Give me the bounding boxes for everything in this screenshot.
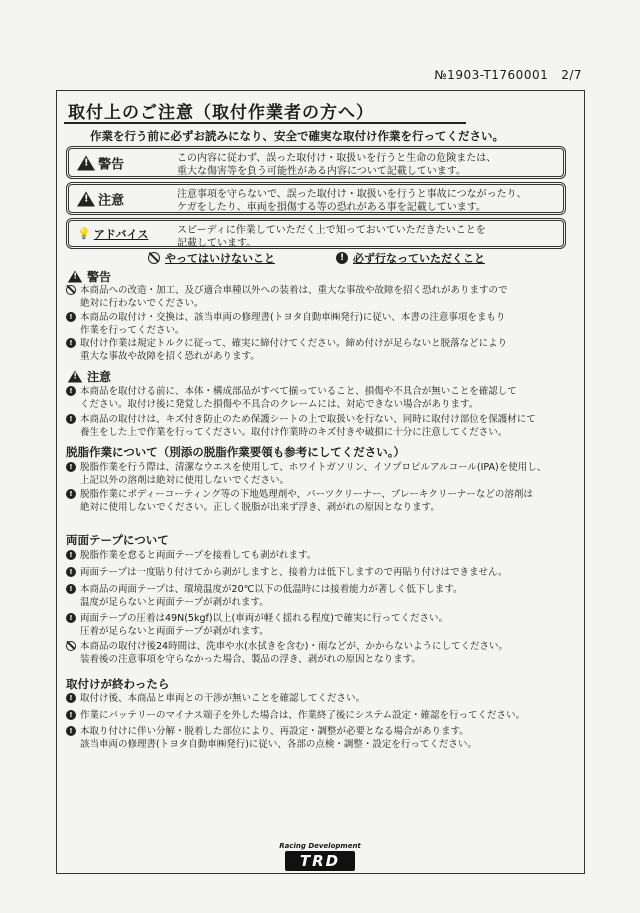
- document-number: №1903-T1760001 2/7: [434, 68, 582, 82]
- logo-wordmark: TRD: [285, 851, 355, 871]
- mandatory-icon: !: [66, 414, 76, 424]
- mandatory-icon: !: [66, 489, 76, 499]
- advice-description: スピーディに作業していただく上で知っておいていただきたいことを 記載しています。: [177, 225, 486, 249]
- caution-definition-box: [66, 182, 566, 215]
- list-item: ! 本商品の取付け・交換は、該当車両の修理書(トヨタ自動車㈱発行)に従い、本書の注意事項をまもり 作業を行ってください。: [66, 311, 505, 337]
- title-underline: [64, 122, 466, 124]
- prohibited-icon: [66, 285, 76, 295]
- list-item: ! 両面テープは一度貼り付けてから剥がしますと、接着力は低下しますので再貼り付けはできません。: [66, 566, 508, 579]
- mandatory-icon: !: [66, 693, 76, 703]
- list-item: ! 取付け作業は規定トルクに従って、確実に締付けてください。締め付けが足らないと脱落などにより 重大な事故や故障を招く恐れがあります。: [66, 337, 507, 363]
- warning-section-heading: ! 警告: [66, 268, 111, 285]
- list-item: ! 本取り付けに伴い分解・脱着した部位により、再設定・調整が必要となる場合があります。 該当車両の修理書(トヨタ自動車㈱発行)に従い、各部の点検・調整・設定を行ってください。: [66, 725, 477, 751]
- mandatory-icon: !: [66, 584, 76, 594]
- mandatory-icon: !: [66, 710, 76, 720]
- list-item: ! 脱脂作業にボディーコーティング等の下地処理剤や、パーツクリーナー、ブレーキクリーナーなどの溶剤は 絶対に使用しないでください。正しく脱脂が出来ず浮き、剥がれの原因となります。: [66, 488, 533, 514]
- prohibited-icon: [148, 252, 160, 264]
- intro-text: 作業を行う前に必ずお読みになり、安全で確実な取付け作業を行ってください。: [90, 129, 504, 143]
- list-item: ! 脱脂作業を行う際は、清潔なウエスを使用して、ホワイトガソリン、イソプロピルアルコール(IPA)を使用し、 上記以外の溶剤は絶対に使用しないでください。: [66, 461, 546, 487]
- mandatory-icon: !: [66, 613, 76, 623]
- lightbulb-icon: 💡: [77, 227, 91, 240]
- list-item: ! 本商品の両面テープは、環境温度が20℃以下の低温時には接着能力が著しく低下します。 温度が足らないと両面テープが剥がれます。: [66, 583, 463, 609]
- trd-logo: [270, 842, 370, 871]
- list-item: 本商品の取付け後24時間は、洗車や水(水拭きを含む)・雨などが、かからないようにしてください。 装着後の注意事項を守らなかった場合、製品の浮き、剥がれの原因となります。: [66, 640, 508, 666]
- mandatory-icon: !: [66, 312, 76, 322]
- warning-label: 警告: [98, 157, 125, 172]
- mandatory-icon: !: [66, 338, 76, 348]
- list-item: ! 本商品を取付ける前に、本体・構成部品がすべて揃っていること、損傷や不具合が無いことを確認して ください。取付け後に発覚した損傷や不具合のクレームには、対応できない場合があります。: [66, 385, 517, 411]
- caution-description: 注意事項を守らないで、誤った取付け・取扱いを行うと事故につながったり、 ケガをしたり、車両を損傷する等の恐れがある事を記載しています。: [177, 189, 527, 213]
- degrease-section-heading: 脱脂作業について（別添の脱脂作業要領も参考にしてください。）: [66, 445, 406, 459]
- caution-label: 注意: [98, 193, 125, 208]
- list-item: ! 両面テープの圧着は49N(5kgf)以上(車両が軽く揺れる程度)で確実に行ってください。 圧着が足らないと両面テープが剥がれます。: [66, 612, 448, 638]
- warning-description: この内容に従わず、誤った取付け・取扱いを行うと生命の危険または、 重大な傷害等を負う可能性がある内容について記載しています。: [177, 153, 497, 177]
- warning-definition-box: [66, 146, 566, 179]
- mandatory-icon: !: [66, 726, 76, 736]
- list-item: ! 本商品の取付けは、キズ付き防止のため保護シートの上で取扱いを行ない、同時に取付け部位を保護材にて 養生をした上で作業を行ってください。取付け作業時のキズ付きや破損に十分に注意してください。: [66, 413, 536, 439]
- logo-tagline: Racing Development: [279, 842, 361, 850]
- mandatory-icon: !: [66, 550, 76, 560]
- tape-section-heading: 両面テープについて: [66, 533, 169, 547]
- warning-triangle-icon: [77, 155, 95, 170]
- list-item: 本商品への改造・加工、及び適合車種以外への装着は、重大な事故や故障を招く恐れがありますので 絶対に行わないでください。: [66, 284, 508, 310]
- after-section-heading: 取付けが終わったら: [66, 677, 170, 691]
- advice-definition-box: [66, 218, 566, 249]
- prohibited-icon: [66, 641, 76, 651]
- page-title: 取付上のご注意（取付作業者の方へ）: [68, 103, 374, 123]
- list-item: ! 取付け後、本商品と車両との干渉が無いことを確認してください。: [66, 692, 365, 705]
- caution-section-heading: ! 注意: [66, 368, 111, 385]
- caution-triangle-icon: [68, 371, 82, 383]
- list-item: ! 脱脂作業を怠ると両面テープを接着しても剥がれます。: [66, 549, 316, 562]
- mandatory-icon: !: [66, 462, 76, 472]
- mandatory-icon: !: [66, 567, 76, 577]
- mandatory-icon: !: [336, 252, 348, 264]
- warning-triangle-icon: [68, 271, 82, 283]
- legend-prohibited: やってはいけないこと: [148, 250, 275, 266]
- legend-mandatory: ! 必ず行なっていただくこと: [336, 250, 485, 266]
- page-indicator: 2/7: [561, 68, 582, 82]
- caution-triangle-icon: [77, 191, 95, 206]
- list-item: ! 作業にバッテリーのマイナス端子を外した場合は、作業終了後にシステム設定・確認を行ってください。: [66, 709, 525, 722]
- advice-label: アドバイス: [93, 227, 149, 241]
- mandatory-icon: !: [66, 386, 76, 396]
